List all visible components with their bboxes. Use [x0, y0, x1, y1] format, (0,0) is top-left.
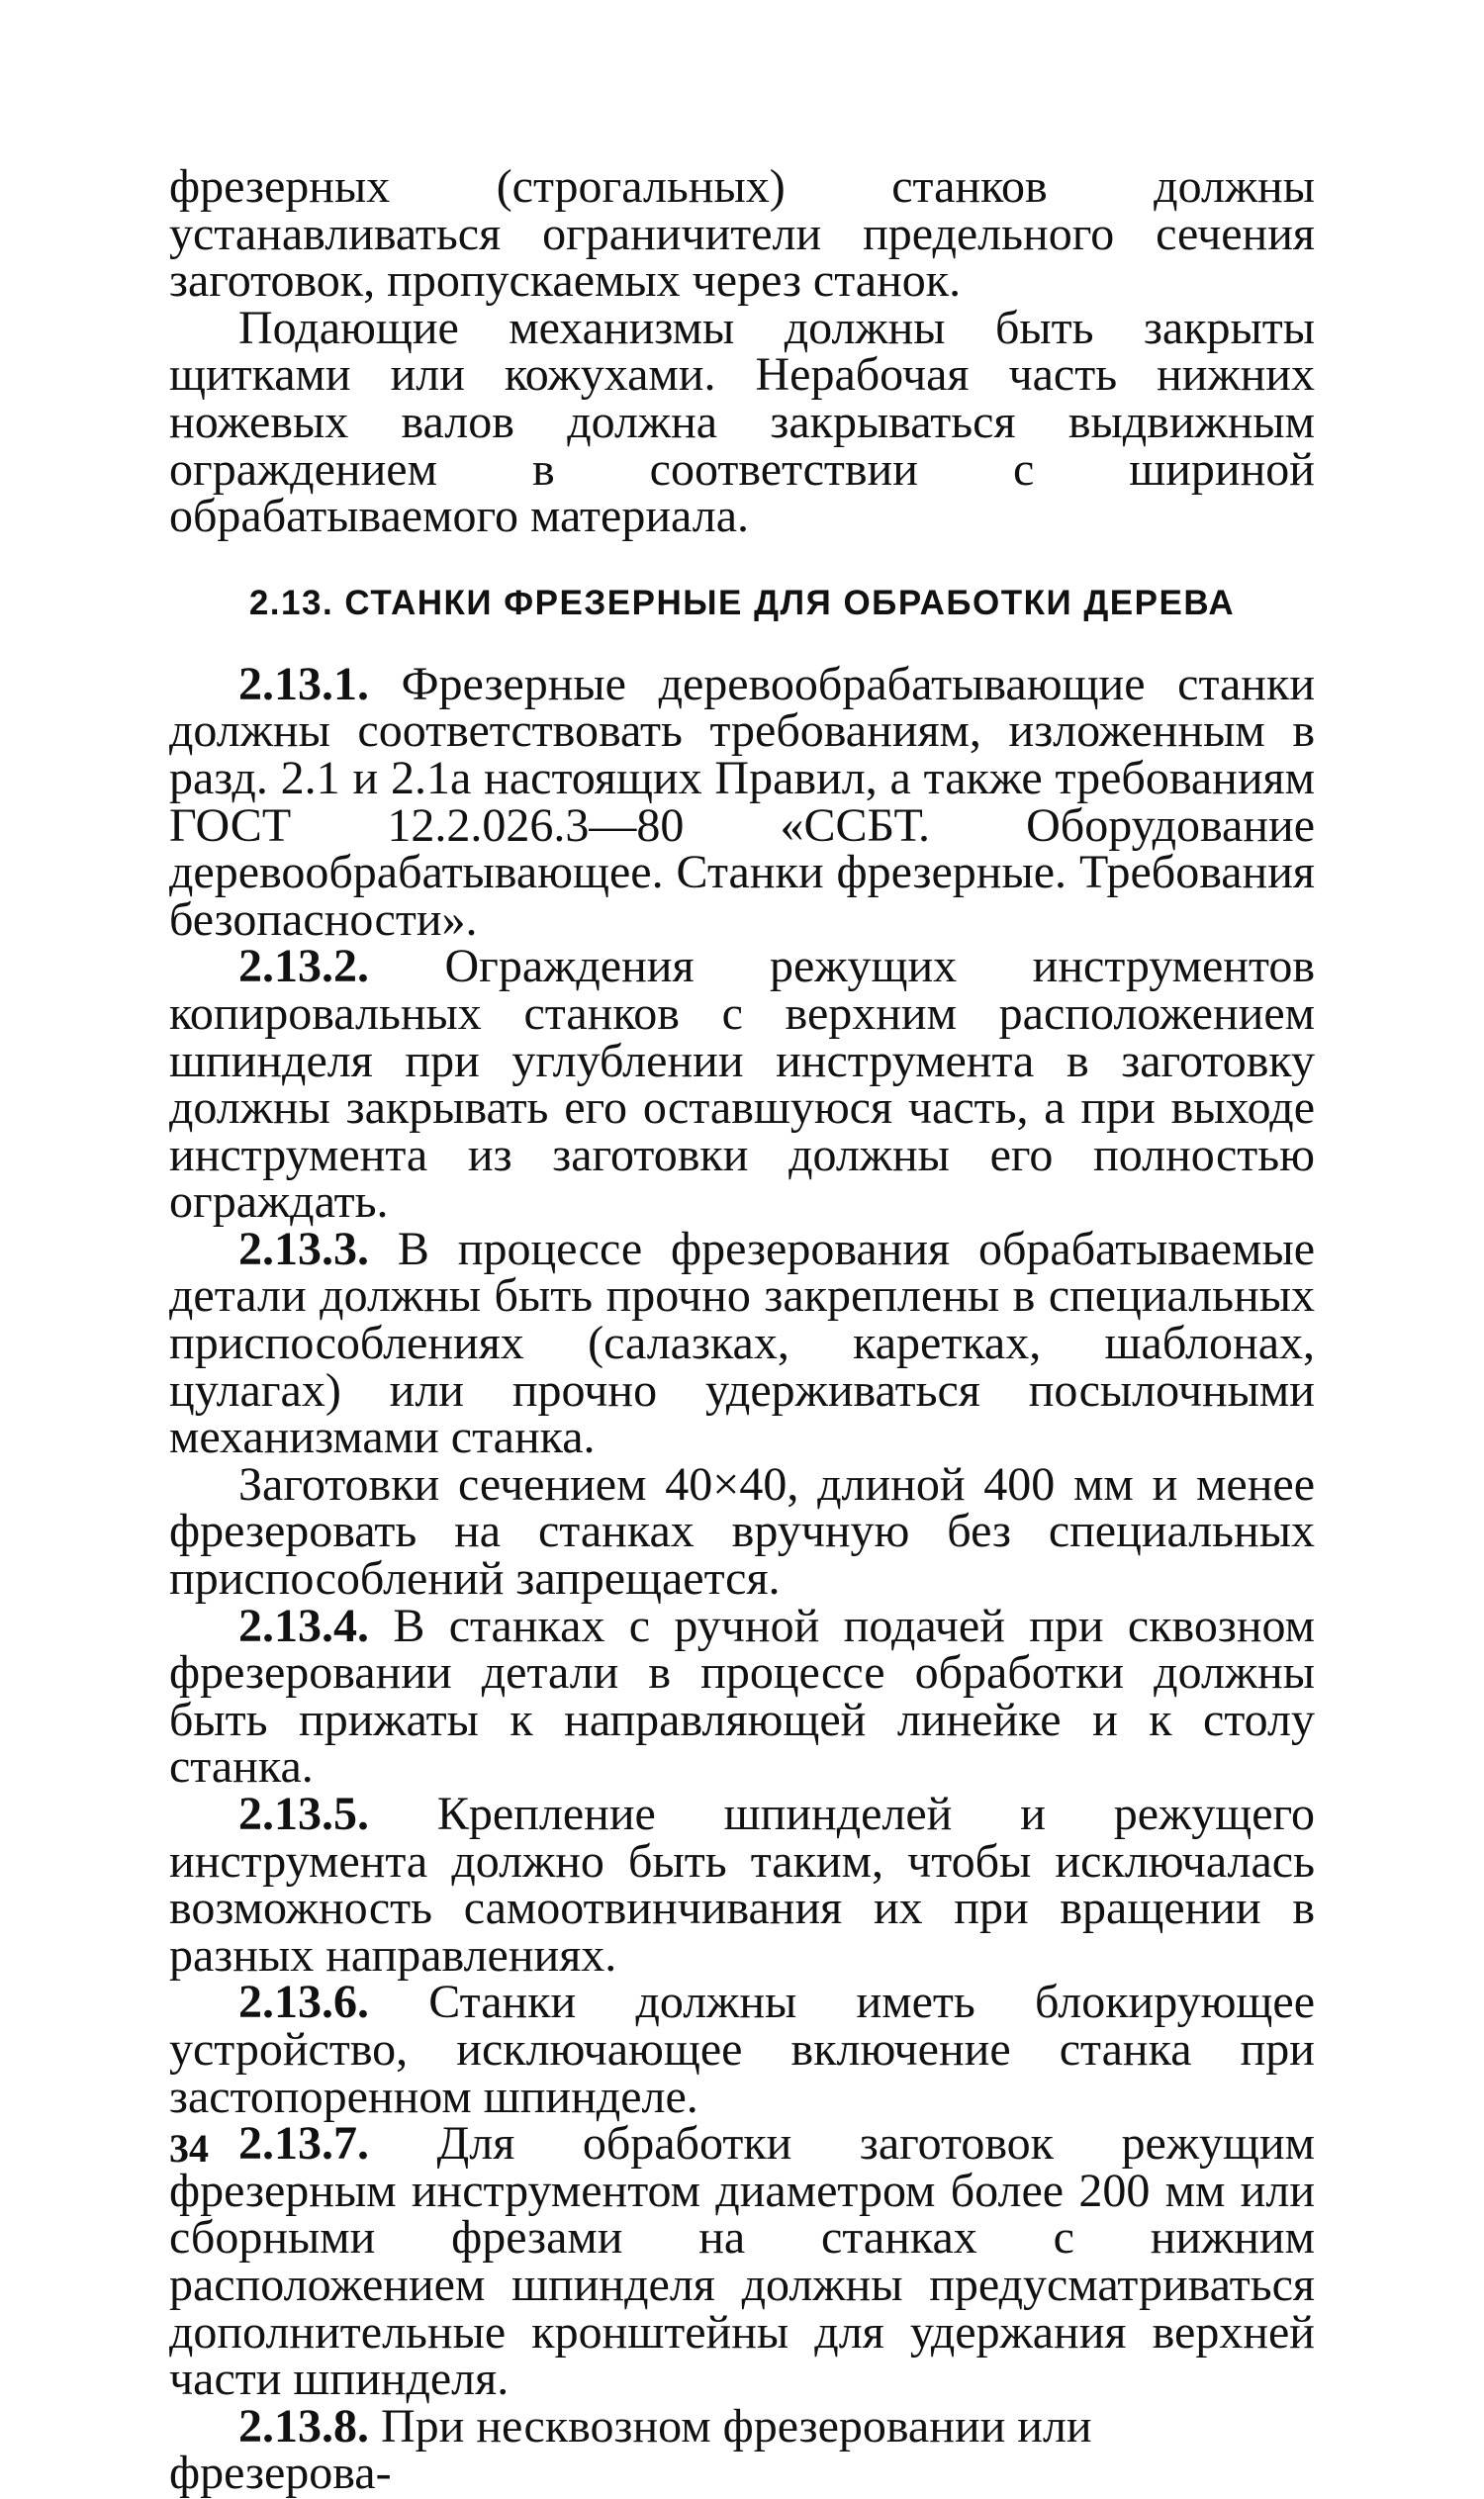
clause-number: 2.13.7. — [238, 2117, 369, 2171]
clause-2-13-7 — [169, 2117, 1316, 2406]
clause-2-13-2 — [169, 940, 1316, 1229]
clause-number: 2.13.8. — [238, 2399, 369, 2453]
clause-2-13-8 — [169, 2399, 1315, 2499]
clause-text: Станки должны иметь блокирующее устройство, исключающее включение станка при застопоренном шпинделе. — [169, 1976, 1315, 2123]
clause-2-13-3-continued — [169, 1457, 1315, 1606]
clause-text: Крепление шпинделей и режущего инструмента должно быть таким, чтобы исключалась возможность самоотвинчивания их при вращении в разных направлениях. — [169, 1788, 1315, 1982]
clause-number: 2.13.6. — [238, 1976, 369, 2029]
clause-2-13-5 — [169, 1788, 1315, 1982]
clause-2-13-4 — [169, 1599, 1316, 1794]
clause-text: Заготовки сечением 40×40, длиной 400 мм и менее фрезеровать на станках вручную без специальных приспособлений запрещается. — [169, 1457, 1315, 1606]
clause-text: В процессе фрезерования обрабатываемые детали должны быть прочно закреплены в специальных приспособлениях (салазках, каретках, шаблонах, цулагах) или прочно удерживаться посылочными механизмами станка. — [169, 1222, 1315, 1464]
clause-text: Фрезерные деревообрабатывающие станки должны соответствовать требованиям, изложенным в разд. 2.1 и 2.1а настоящих Правил, а также требованиям ГОСТ 12.2.026.3—80 «ССБТ. Оборудование деревообрабатывающее. Станки фрезерные. Требования безопасности». — [169, 657, 1316, 946]
clause-text: В станках с ручной подачей при сквозном фрезеровании детали в процессе обработки должны быть прижаты к направляющей линейке и к столу станка. — [169, 1599, 1316, 1794]
clause-number: 2.13.2. — [238, 940, 369, 993]
clause-text: Ограждения режущих инструментов копировальных станков с верхним расположением шпинделя при углублении инструмента в заготовку должны закрывать его оставшуюся часть, а при выходе инструмента из заготовки должны его полностью ограждать. — [169, 940, 1316, 1229]
section-heading: 2.13. СТАНКИ ФРЕЗЕРНЫЕ ДЛЯ ОБРАБОТКИ ДЕРЕВА — [248, 583, 1236, 622]
clause-number: 2.13.1. — [238, 657, 369, 710]
document-page — [169, 160, 1316, 2499]
clause-2-13-3 — [169, 1222, 1315, 1464]
clause-2-13-6 — [169, 1976, 1315, 2123]
clause-text: Для обработки заготовок режущим фрезерным инструментом диаметром более 200 мм или сборными фрезами на станках с нижним расположением шпинделя должны предусматриваться дополнительные кронштейны для удержания верхней части шпинделя. — [169, 2117, 1316, 2406]
page-number: 34 — [169, 2126, 209, 2171]
clause-number: 2.13.5. — [238, 1788, 369, 1840]
clause-text: При несквозном фрезеровании или фрезерова- — [169, 2399, 1092, 2499]
clause-2-13-1 — [169, 657, 1316, 946]
intro-paragraph-feed-mechanisms: Подающие механизмы должны быть закрыты щитками или кожухами. Нерабочая часть нижних ножевых валов должна закрываться выдвижным ограждением в соответствии с шириной обрабатываемого материала. — [169, 301, 1315, 543]
clause-number: 2.13.4. — [238, 1599, 369, 1652]
intro-paragraph-continued: фрезерных (строгальных) станков должны устанавливаться ограничители предельного сечения заготовок, пропускаемых через станок. — [169, 160, 1315, 308]
clause-number: 2.13.3. — [238, 1222, 369, 1275]
